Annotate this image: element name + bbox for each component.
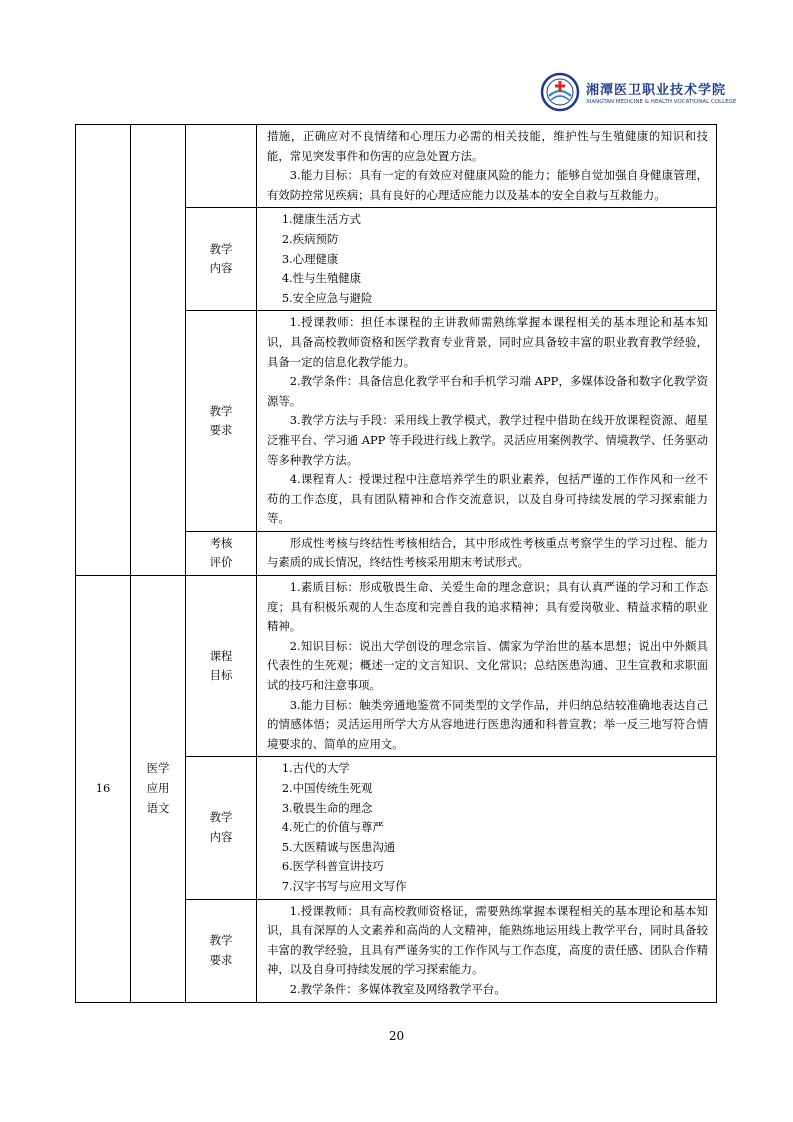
list-item: 4.性与生殖健康 bbox=[281, 271, 362, 286]
requirement-text: 3.教学方法与手段：采用线上教学模式，教学过程中借助在线开放课程资源、超星泛雅平台、学习通 APP 等手段进行线上教学。灵活应用案例教学、情境教学、任务驱动等多种教学方法。 bbox=[267, 413, 708, 467]
course-name-cell bbox=[131, 576, 186, 1002]
assessment-text: 形成性考核与终结性考核相结合，其中形成性考核重点考察学生的学习过程、能力与素质的成长情况，终结性考核采用期末考试形式。 bbox=[267, 535, 708, 570]
requirement-text: 4.课程育人：授课过程中注意培养学生的职业素养，包括严谨的工作作风和一丝不苟的工作态度，具有团队精神和合作交流意识，以及自身可持续发展的学习探索能力等。 bbox=[267, 472, 708, 526]
objective-text: 措施，正确应对不良情绪和心理压力必需的相关技能，维护性与生殖健康的知识和技能，常见突发事件和伤害的应急处置方法。 bbox=[267, 129, 708, 163]
list-item: 1.古代的大学 bbox=[281, 761, 350, 776]
assessment-label bbox=[186, 531, 257, 575]
requirement-text: 1.授课教师：具有高校教师资格证，需要熟练掌握本课程相关的基本理论和基本知识，具有深厚的人文素养和高尚的人文精神，能熟练地运用线上教学平台，同时具备较丰富的教学经验，且具有严谨务实的工作作风与工作态度，高度的责任感、团队合作精神，以及自身可持续发展的学习探索能力。 bbox=[267, 903, 708, 977]
content-cell bbox=[257, 757, 717, 899]
list-item: 3.心理健康 bbox=[281, 251, 339, 266]
content-cell bbox=[257, 208, 717, 311]
list-item: 2.疾病预防 bbox=[281, 231, 339, 246]
table-row bbox=[76, 125, 717, 208]
label-text: 教学要求 bbox=[209, 403, 233, 438]
objectives-cell bbox=[257, 125, 717, 208]
course-name: 医学应用语文 bbox=[146, 761, 170, 815]
table-row bbox=[76, 576, 717, 757]
list-item: 4.死亡的价值与尊严 bbox=[281, 820, 384, 835]
requirement-text: 2.教学条件：多媒体教室及网络教学平台。 bbox=[289, 981, 506, 996]
logo-english-name: XIANGTAN MEDICINE & HEALTH VOCATIONAL COLLEGE bbox=[586, 99, 737, 105]
list-item: 3.敬畏生命的理念 bbox=[281, 800, 373, 815]
label-text: 课程目标 bbox=[209, 648, 233, 683]
label-text: 教学内容 bbox=[209, 241, 233, 276]
course-number-cell bbox=[76, 125, 131, 576]
logo-chinese-name: 湘潭医卫职业技术学院 bbox=[586, 83, 727, 98]
label-text: 教学要求 bbox=[209, 932, 233, 967]
objectives-label bbox=[186, 576, 257, 757]
requirement-text: 1.授课教师：担任本课程的主讲教师需熟练掌握本课程相关的基本理论和基本知识，具备高校教师资格和医学教育专业背景，同时应具备较丰富的职业教育教学经验，具备一定的信息化教学能力。 bbox=[267, 315, 708, 369]
list-item: 7.汉字书写与应用文写作 bbox=[281, 878, 407, 893]
list-item: 5.大医精诚与医患沟通 bbox=[281, 839, 396, 854]
label-cell bbox=[186, 125, 257, 208]
college-emblem-icon bbox=[540, 72, 580, 112]
list-item: 1.健康生活方式 bbox=[281, 212, 362, 227]
label-text: 考核评价 bbox=[209, 535, 233, 570]
college-logo bbox=[540, 70, 765, 114]
requirements-label bbox=[186, 311, 257, 532]
label-text: 教学内容 bbox=[209, 810, 233, 844]
objective-text: 3.能力目标：具有一定的有效应对健康风险的能力；能够自觉加强自身健康管理，有效防控常见疾病；具有良好的心理适应能力以及基本的安全自救与互救能力。 bbox=[267, 168, 708, 202]
list-item: 6.医学科普宣讲技巧 bbox=[281, 859, 384, 874]
requirements-cell bbox=[257, 311, 717, 532]
page-number: 20 bbox=[388, 1029, 405, 1043]
requirements-cell bbox=[257, 899, 717, 1002]
objective-text: 1.素质目标：形成敬畏生命、关爱生命的理念意识；具有认真严谨的学习和工作态度；具有积极乐观的人生态度和完善自我的追求精神；具有爱岗敬业、精益求精的职业精神。 bbox=[267, 580, 708, 634]
course-number-cell: 16 bbox=[76, 576, 131, 1002]
content-label bbox=[186, 208, 257, 311]
content-label bbox=[186, 757, 257, 899]
list-item: 5.安全应急与避险 bbox=[281, 290, 373, 305]
requirement-text: 2.教学条件：具备信息化教学平台和手机学习端 APP，多媒体设备和数字化教学资源等。 bbox=[267, 374, 708, 408]
objectives-cell bbox=[257, 576, 717, 757]
objective-text: 3.能力目标：触类旁通地鉴赏不同类型的文学作品，并归纳总结较准确地表达自己的情感体悟；灵活运用所学大方从容地进行医患沟通和科普宣教；举一反三地写符合情境要求的、简单的应用文。 bbox=[267, 697, 708, 751]
requirements-label bbox=[186, 899, 257, 1002]
objective-text: 2.知识目标：说出大学创设的理念宗旨、儒家为学治世的基本思想；说出中外颇具代表性的生死观；概述一定的文言知识、文化常识；总结医患沟通、卫生宣教和求职面试的技巧和注意事项。 bbox=[267, 638, 708, 693]
course-table bbox=[75, 124, 717, 1003]
course-name-cell bbox=[131, 125, 186, 576]
assessment-cell bbox=[257, 531, 717, 575]
list-item: 2.中国传统生死观 bbox=[281, 781, 373, 795]
